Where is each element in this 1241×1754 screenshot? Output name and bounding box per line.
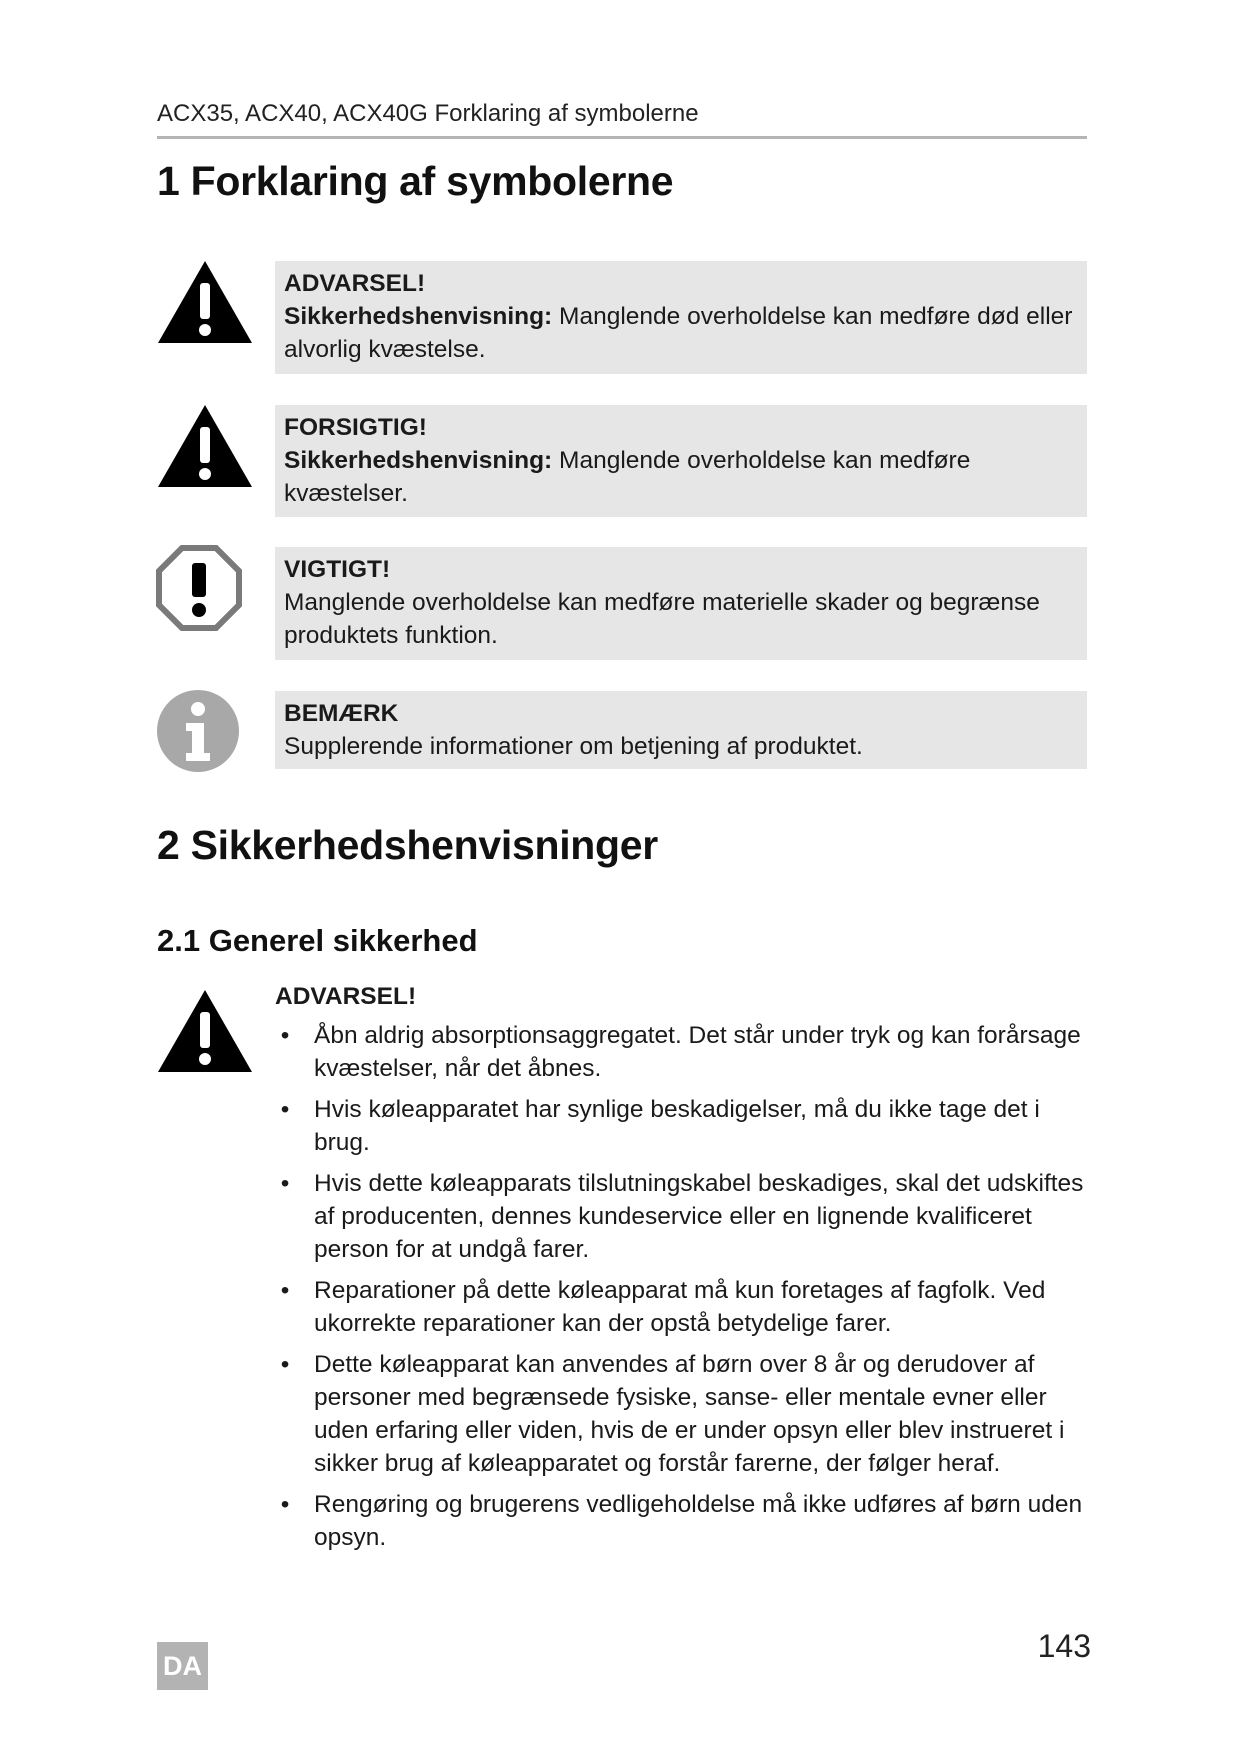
notice-text: Manglende overholdelse kan medføre materielle skader og begrænse produktets funktion. (284, 589, 1040, 649)
warning-triangle-icon (156, 259, 254, 345)
notice-lead: Sikkerhedshenvisning: (284, 447, 553, 474)
notice-title: FORSIGTIG! (284, 414, 427, 441)
notice-caution (275, 405, 1087, 517)
notice-text: Supplerende informationer om betjening af produktet. (284, 733, 863, 760)
section-1-title: 1 Forklaring af symbolerne (157, 158, 674, 204)
notice-note (275, 691, 1087, 769)
notice-lead: Sikkerhedshenvisning: (284, 303, 553, 330)
subsection-title: 2.1 Generel sikkerhed (157, 923, 478, 958)
list-item: • Rengøring og brugerens vedligeholdelse må ikke udføres af børn uden opsyn. (280, 1491, 1083, 1551)
page-number: 143 (1037, 1628, 1091, 1664)
general-safety-warning (275, 980, 1095, 1562)
language-badge: DA (157, 1642, 208, 1690)
section-2-title: 2 Sikkerhedshenvisninger (157, 822, 658, 868)
caution-triangle-icon (156, 403, 254, 489)
list-item: • Hvis køleapparatet har synlige beskadigelser, må du ikke tage det i brug. (280, 1096, 1040, 1156)
notice-title: ADVARSEL! (284, 270, 426, 297)
list-item: • Hvis dette køleapparats tilslutningskabel beskadiges, skal det udskiftes af producenten, dennes kundeservice eller en lignende kvalificeret person for at undgå farer. (280, 1170, 1084, 1263)
safety-list (275, 1019, 1095, 1554)
notice-important (275, 547, 1087, 660)
running-header: ACX35, ACX40, ACX40G Forklaring af symbolerne (157, 100, 1087, 139)
notice-title: BEMÆRK (284, 700, 399, 727)
list-item: • Åbn aldrig absorptionsaggregatet. Det står under tryk og kan forårsage kvæstelser, når det åbnes. (280, 1022, 1081, 1082)
notice-warning (275, 261, 1087, 374)
notice-text: Manglende overholdelse kan medføre kvæstelser. (284, 447, 971, 507)
notice-title: VIGTIGT! (284, 556, 391, 583)
warning-triangle-icon (156, 988, 254, 1074)
warning-title: ADVARSEL! (275, 983, 417, 1010)
list-item: • Reparationer på dette køleapparat må kun foretages af fagfolk. Ved ukorrekte reparationer kan der opstå betydelige farer. (280, 1277, 1046, 1337)
important-octagon-icon (156, 545, 242, 631)
notice-text: Manglende overholdelse kan medføre død eller alvorlig kvæstelse. (284, 303, 1073, 363)
list-item: • Dette køleapparat kan anvendes af børn over 8 år og derudover af personer med begrænsede fysiske, sanse- eller mentale evner eller uden erfaring eller viden, hvis de er under opsyn eller blev instrueret i sikker brug af køleapparatet og forstår farerne, der følger heraf. (280, 1351, 1065, 1477)
info-circle-icon (156, 689, 240, 773)
